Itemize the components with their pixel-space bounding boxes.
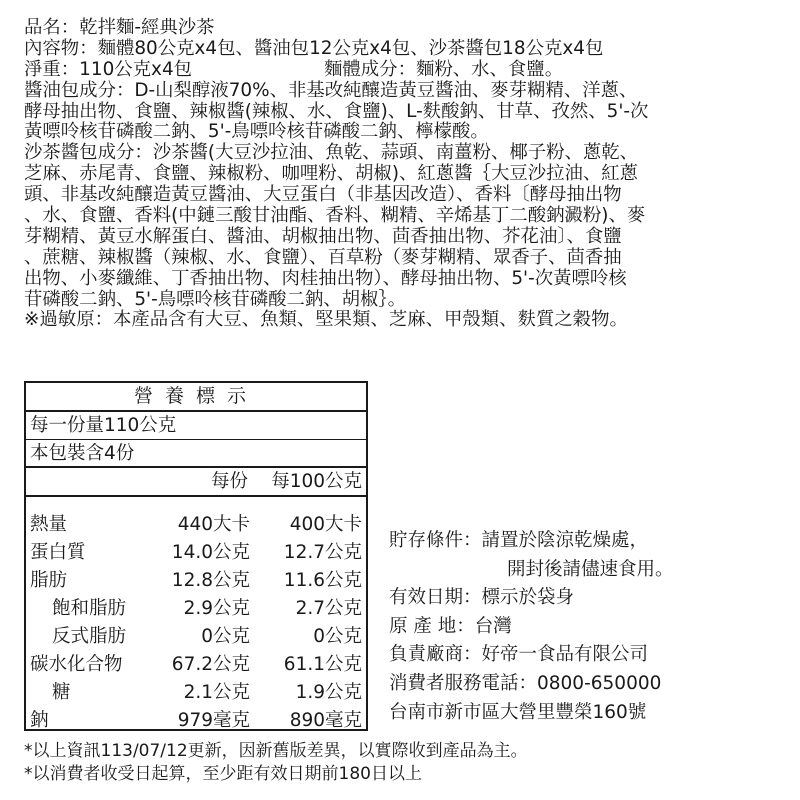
update-note: *以上資訊113/07/12更新，因新舊版差異，以實際收到產品為主。 xyxy=(24,741,528,761)
per-serving-value: 67.2公克 xyxy=(171,654,250,675)
address: 台南市新市區大營里豐榮160號 xyxy=(389,701,647,723)
storage-condition: 貯存條件：請置於陰涼乾燥處， xyxy=(389,530,649,551)
per-serving-value: 0公克 xyxy=(201,626,250,647)
nutrition-row xyxy=(26,539,366,567)
serving-size: 每一份量110公克 xyxy=(26,412,366,440)
storage-info xyxy=(389,527,789,727)
per-100g-value: 890毫克 xyxy=(289,710,362,731)
per-100g-header: 每100公克 xyxy=(271,471,362,492)
nutrition-title: 營養標示 xyxy=(26,383,366,412)
per-serving-value: 2.9公克 xyxy=(183,598,250,619)
nutrition-row xyxy=(26,511,366,539)
storage-after-open: 開封後請儘速食用。 xyxy=(507,558,674,580)
nutrition-table xyxy=(24,381,368,731)
servings-per-package: 本包裝含4份 xyxy=(26,440,366,468)
ingredient-line: 出物、小麥纖維、丁香抽出物、肉桂抽出物）、酵母抽出物、5'-次黃嘌呤核 xyxy=(24,267,627,289)
nutrition-row xyxy=(26,623,366,651)
nutrient-name: 蛋白質 xyxy=(30,542,86,563)
nutrient-name: 碳水化合物 xyxy=(30,654,123,675)
nutrient-name: 脂肪 xyxy=(30,570,68,591)
service-hotline: 消費者服務電話：0800-650000 xyxy=(389,672,662,694)
ingredients-block xyxy=(24,18,784,331)
per-100g-value: 12.7公克 xyxy=(283,542,362,563)
nutrient-name: 反式脂肪 xyxy=(52,626,127,647)
nutrient-name: 糖 xyxy=(52,682,71,703)
net-weight-row xyxy=(24,60,784,81)
ingredient-line: 、蔗糖、辣椒醬（辣椒、水、食鹽）、百草粉（麥芽糊精、眾香子、茴香抽 xyxy=(24,246,622,268)
ingredient-line: 、水、食鹽、香料(中鏈三酸甘油酯、香料、糊精、辛烯基丁二酸鈉澱粉)、麥 xyxy=(24,205,646,227)
product-name: 品名：乾拌麵-經典沙茶 xyxy=(24,17,215,38)
per-100g-value: 1.9公克 xyxy=(295,682,362,703)
nutrition-row xyxy=(26,651,366,679)
nutrition-row xyxy=(26,679,366,707)
ingredient-line: 苷磷酸二鈉、5'-鳥嘌呤核苷磷酸二鈉、胡椒｝。 xyxy=(24,288,407,310)
per-100g-value: 11.6公克 xyxy=(283,570,362,591)
net-weight: 淨重：110公克x4包 xyxy=(24,58,193,80)
allergen-line: ※過敏原：本產品含有大豆、魚類、堅果類、芝麻、甲殼類、麩質之穀物。 xyxy=(24,309,628,331)
nutrient-name: 熱量 xyxy=(30,514,68,535)
ingredient-line: 頭、非基改純釀造黃豆醬油、大豆蛋白（非基因改造）、香料〔酵母抽出物 xyxy=(24,184,622,206)
per-serving-value: 12.8公克 xyxy=(171,570,250,591)
expiry-date: 有效日期：標示於袋身 xyxy=(389,587,575,609)
nutrient-name: 鈉 xyxy=(30,710,49,731)
contents-line: 內容物：麵體80公克x4包、醬油包12公克x4包、沙茶醬包18公克x4包 xyxy=(24,37,604,59)
nutrition-rows xyxy=(26,511,366,735)
ingredient-line: 醬油包成分：D-山梨醇液70%、非基改純釀造黃豆醬油、麥芽糊精、洋蔥、 xyxy=(24,79,638,101)
nutrition-row xyxy=(26,707,366,735)
nutrition-header xyxy=(26,468,366,497)
per-100g-value: 2.7公克 xyxy=(295,598,362,619)
per-serving-header: 每份 xyxy=(210,471,248,492)
footnotes xyxy=(24,740,784,786)
nutrition-row xyxy=(26,567,366,595)
noodle-ingredients: 麵體成分：麵粉、水、食鹽。 xyxy=(324,58,564,80)
ingredient-line: 沙茶醬包成分：沙茶醬(大豆沙拉油、魚乾、蒜頭、南薑粉、椰子粉、蔥乾、 xyxy=(24,142,639,164)
per-100g-value: 0公克 xyxy=(313,626,362,647)
nutrition-row xyxy=(26,595,366,623)
origin: 原 產 地：台灣 xyxy=(389,615,512,637)
ingredient-line: 黃嘌呤核苷磷酸二鈉、5'-鳥嘌呤核苷磷酸二鈉、檸檬酸。 xyxy=(24,121,489,143)
per-100g-value: 61.1公克 xyxy=(283,654,362,675)
expiry-note: *以消費者收受日起算，至少距有效日期前180日以上 xyxy=(24,764,422,784)
per-100g-value: 400大卡 xyxy=(289,514,362,535)
per-serving-value: 14.0公克 xyxy=(171,542,250,563)
per-serving-value: 2.1公克 xyxy=(183,682,250,703)
ingredient-line: 芝麻、赤尾青、食鹽、辣椒粉、咖哩粉、胡椒)、紅蔥醬｛大豆沙拉油、紅蔥 xyxy=(24,163,639,185)
ingredient-line: 酵母抽出物、食鹽、辣椒醬(辣椒、水、食鹽)、L-麩酸鈉、甘草、孜然、5'-次 xyxy=(24,100,649,122)
per-serving-value: 440大卡 xyxy=(177,514,250,535)
ingredient-line: 芽糊精、黃豆水解蛋白、醬油、胡椒抽出物、茴香抽出物、芥花油〕、食鹽 xyxy=(24,225,622,247)
nutrient-name: 飽和脂肪 xyxy=(52,598,127,619)
per-serving-value: 979毫克 xyxy=(177,710,250,731)
manufacturer: 負責廠商：好帝一食品有限公司 xyxy=(389,644,649,666)
